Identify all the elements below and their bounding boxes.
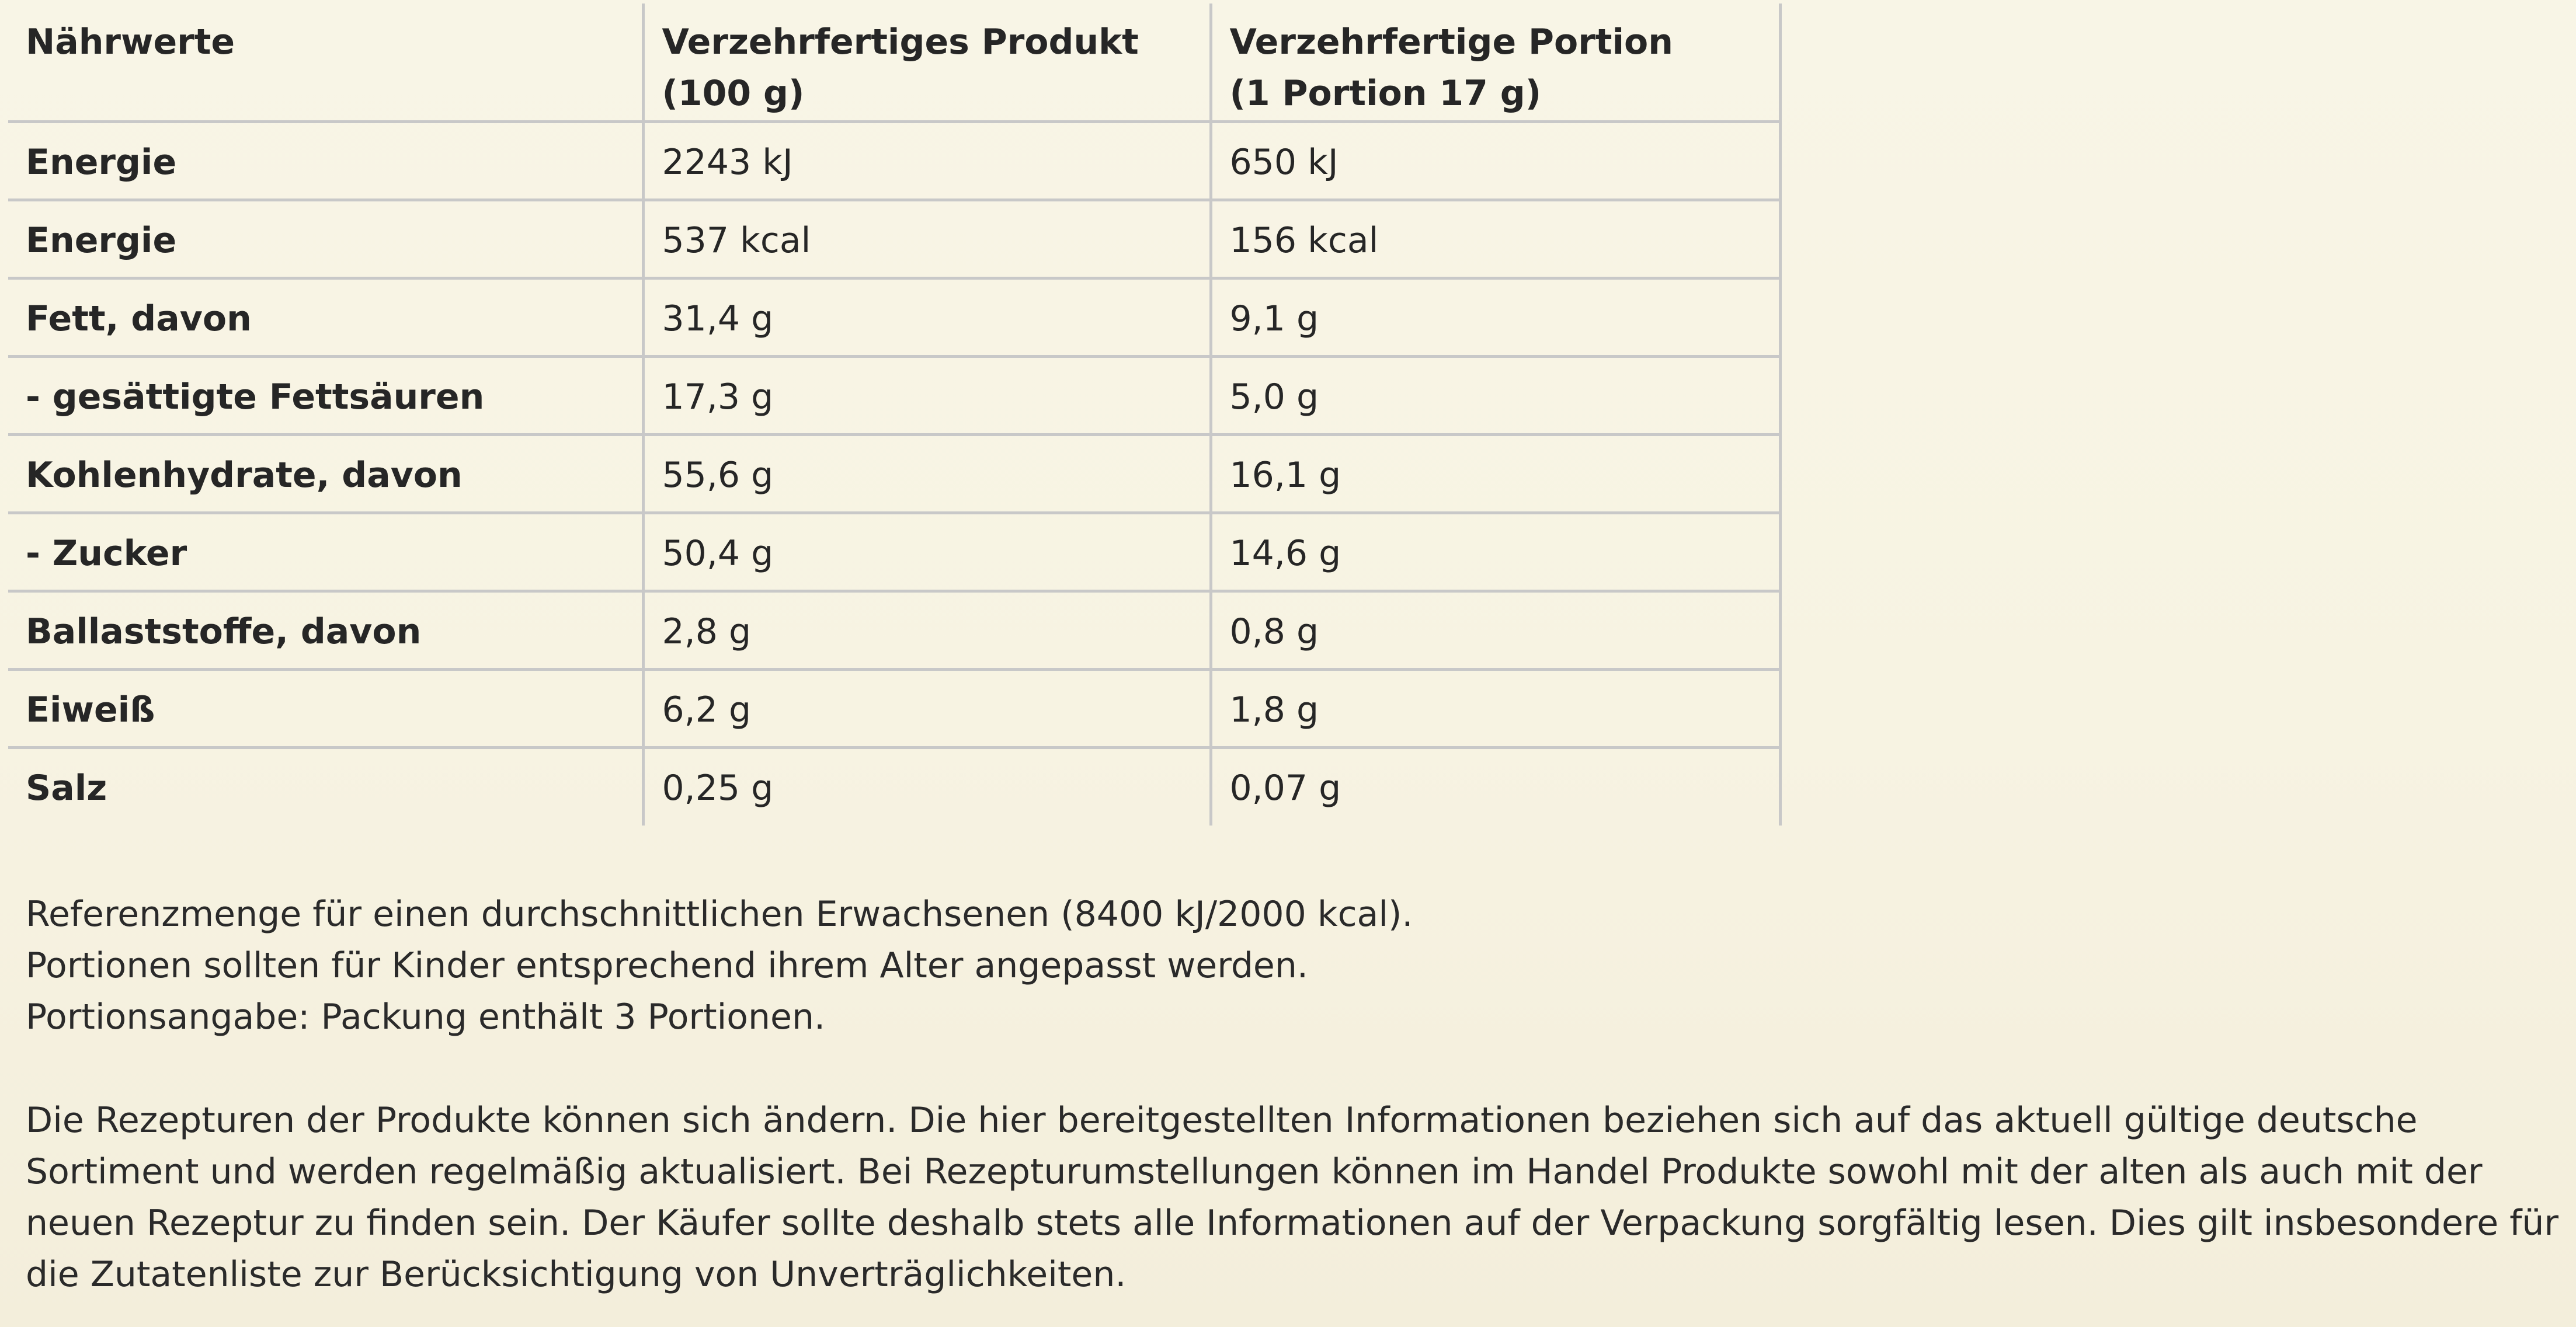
row-label: Kohlenhydrate, davon	[8, 434, 643, 513]
table-row	[8, 356, 1780, 434]
table-row	[8, 278, 1780, 356]
value-per-100g: 50,4 g	[643, 513, 1211, 591]
table-row	[8, 747, 1780, 826]
table-row	[8, 591, 1780, 669]
table-row	[8, 434, 1780, 513]
row-label: Eiweiß	[8, 669, 643, 747]
value-per-100g: 17,3 g	[643, 356, 1211, 434]
nutrition-table	[8, 4, 1782, 826]
value-per-portion: 16,1 g	[1211, 434, 1780, 513]
portion-count-note: Portionsangabe: Packung enthält 3 Portionen.	[26, 997, 826, 1037]
value-per-portion: 1,8 g	[1211, 669, 1780, 747]
value-per-100g: 2,8 g	[643, 591, 1211, 669]
value-per-portion: 9,1 g	[1211, 278, 1780, 356]
disclaimer-line: neuen Rezeptur zu finden sein. Der Käufer sollte deshalb stets alle Informationen auf der Verpackung sorgfältig lesen. Dies gilt insbesondere für	[26, 1203, 2559, 1244]
value-per-portion: 156 kcal	[1211, 200, 1780, 278]
value-per-100g: 55,6 g	[643, 434, 1211, 513]
row-label: Ballaststoffe, davon	[8, 591, 643, 669]
value-per-100g: 0,25 g	[643, 747, 1211, 826]
footnotes	[26, 889, 2559, 1300]
value-per-portion: 14,6 g	[1211, 513, 1780, 591]
value-per-portion: 0,8 g	[1211, 591, 1780, 669]
row-label: Fett, davon	[8, 278, 643, 356]
value-per-100g: 6,2 g	[643, 669, 1211, 747]
table-row	[8, 513, 1780, 591]
disclaimer-line: Die Rezepturen der Produkte können sich ändern. Die hier bereitgestellten Informationen beziehen sich auf das aktuell gültige deutsche	[26, 1100, 2418, 1141]
value-per-portion: 650 kJ	[1211, 121, 1780, 200]
header-portion	[1211, 4, 1780, 121]
header-portion-line2: (1 Portion 17 g)	[1229, 73, 1542, 114]
value-per-100g: 537 kcal	[643, 200, 1211, 278]
value-per-100g: 31,4 g	[643, 278, 1211, 356]
row-label: Energie	[8, 200, 643, 278]
header-product-100g	[643, 4, 1211, 121]
paragraph-spacer	[26, 1043, 2554, 1095]
row-label: Energie	[8, 121, 643, 200]
row-label: - Zucker	[8, 513, 643, 591]
header-naehrwerte: Nährwerte	[8, 4, 643, 121]
disclaimer-line: die Zutatenliste zur Berücksichtigung von Unverträglichkeiten.	[26, 1254, 1127, 1295]
disclaimer-line: Sortiment und werden regelmäßig aktualisiert. Bei Rezepturumstellungen können im Handel Produkte sowohl mit der alten als auch mit der	[26, 1151, 2483, 1192]
header-portion-line1: Verzehrfertige Portion	[1229, 22, 1673, 62]
header-product-line2: (100 g)	[662, 73, 805, 114]
reference-note: Referenzmenge für einen durchschnittlichen Erwachsenen (8400 kJ/2000 kcal).	[26, 894, 1413, 935]
row-label: - gesättigte Fettsäuren	[8, 356, 643, 434]
value-per-portion: 5,0 g	[1211, 356, 1780, 434]
table-row	[8, 121, 1780, 200]
table-row	[8, 200, 1780, 278]
table-header-row	[8, 4, 1780, 121]
table-row	[8, 669, 1780, 747]
value-per-100g: 2243 kJ	[643, 121, 1211, 200]
children-portion-note: Portionen sollten für Kinder entsprechend ihrem Alter angepasst werden.	[26, 945, 1308, 986]
value-per-portion: 0,07 g	[1211, 747, 1780, 826]
row-label: Salz	[8, 747, 643, 826]
header-product-line1: Verzehrfertiges Produkt	[662, 22, 1139, 62]
